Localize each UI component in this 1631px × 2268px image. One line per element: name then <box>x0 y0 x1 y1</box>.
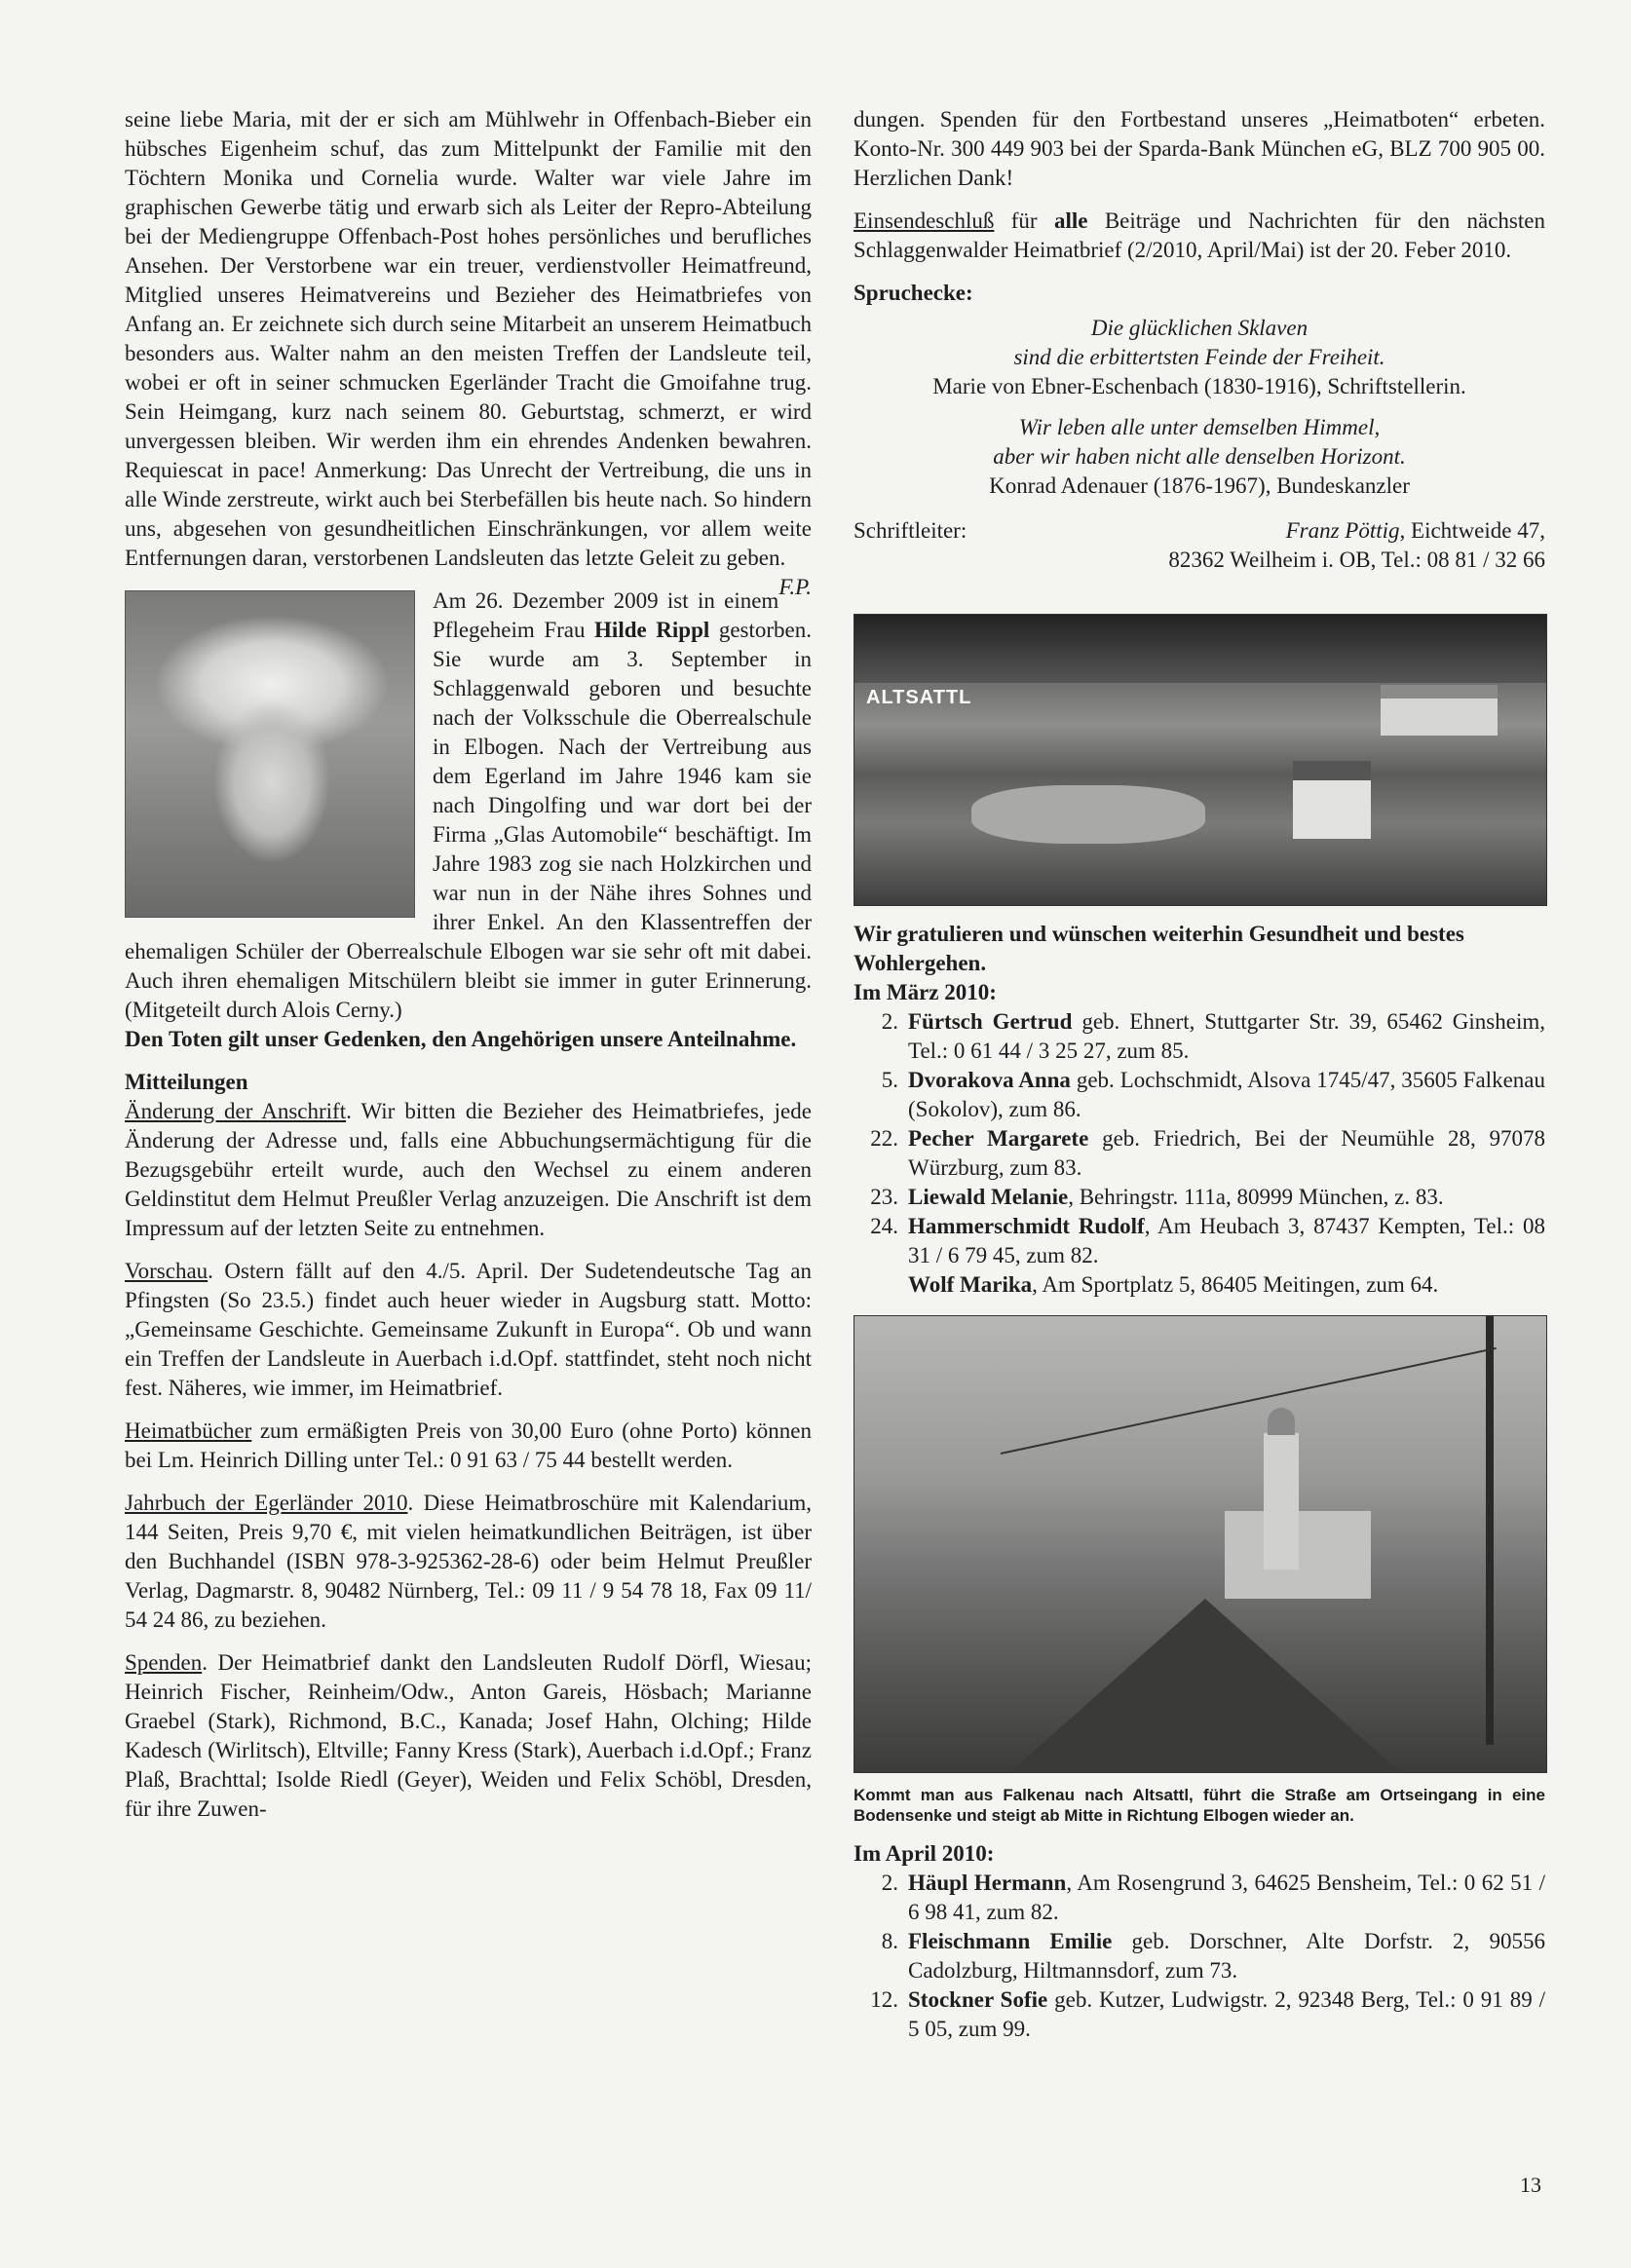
schriftleiter-block: Schriftleiter: Franz Pöttig, Eichtweide 47, 82362 Weilheim i. OB, Tel.: 08 81 / 32 66 <box>853 518 1545 572</box>
april-heading: Im April 2010: <box>853 1841 995 1866</box>
list-item-day: 5. <box>881 1068 898 1092</box>
list-item-day: 2. <box>881 1009 898 1034</box>
para-einsendeschluss: Einsendeschluß für alle Beiträge und Nachrichten für den nächsten Schlaggenwalder Heimatbrief (2/2010, April/Mai) ist der 20. Feber 2010. <box>853 208 1545 262</box>
person-name: Häupl Hermann <box>908 1871 1067 1895</box>
list-item <box>853 1927 1545 1985</box>
list-item-day: 12. <box>870 1987 898 2012</box>
editor-name: Franz Pöttig <box>1285 518 1400 543</box>
list-item <box>853 1270 1545 1300</box>
left-column <box>125 105 812 1824</box>
section-mitteilungen: Mitteilungen <box>125 1070 248 1094</box>
list-item-text: Stockner Sofie geb. Kutzer, Ludwigstr. 2, 92348 Berg, Tel.: 0 91 89 / 5 05, zum 99. <box>908 1987 1546 2041</box>
obituary-hilde-rippl: Am 26. Dezember 2009 ist in einem Pflegeheim Frau Hilde Rippl gestorben. Sie wurde am 3. September in Schlaggenwald geboren und besuchte nach der Volksschule die Oberrealschule in Elbogen. Nach der Vertreibung aus dem Egerland im Jahre 1946 kam sie nach Dingolfing und war dort bei der Firma „Glas Automobile“ beschäftigt. Im Jahre 1983 zog sie nach Holzkirchen und war nun in der Nähe ihres Sohnes und ihrer Enkel. An den Klassentreffen der ehemaligen Schüler der Oberrealschule Elbogen war sie sehr oft mit dabei. Auch ihren ehemaligen Mitschülern bleibt sie immer in guter Erinnerung. (Mitgeteilt durch Alois Cerny.) <box>125 588 812 1022</box>
person-name: Liewald Melanie <box>908 1185 1069 1209</box>
quote-adenauer: Wir leben alle unter demselben Himmel, aber wir haben nicht alle denselben Horizont. Konrad Adenauer (1876-1967), Bundeskanzler <box>989 415 1410 498</box>
signature-fp: F.P. <box>778 575 812 599</box>
para-jahrbuch: Jahrbuch der Egerländer 2010. Diese Heimatbroschüre mit Kalendarium, 144 Seiten, Preis 9,70 €, mit vielen heimatkundlichen Beiträgen, ist über den Buchhandel (ISBN 978-3-925362-28-6) oder beim Helmut Preußler Verlag, Dagmarstr. 8, 90482 Nürnberg, Tel.: 09 11 / 9 54 78 18, Fax 09 11/ 54 24 86, zu beziehen. <box>125 1491 812 1632</box>
list-item-day: 22. <box>870 1126 898 1151</box>
person-name: Dvorakova Anna <box>908 1068 1071 1092</box>
person-name: Hammerschmidt Rudolf <box>908 1214 1145 1238</box>
list-item <box>853 1869 1545 1927</box>
list-item-day: 23. <box>870 1185 898 1209</box>
person-name: Wolf Marika <box>908 1272 1033 1297</box>
birthday-list-april <box>853 1869 1545 2044</box>
page-number: 13 <box>1520 2173 1541 2197</box>
list-item-text: Liewald Melanie, Behringstr. 111a, 80999 München, z. 83. <box>908 1185 1444 1209</box>
list-item-text: Häupl Hermann, Am Rosengrund 3, 64625 Bensheim, Tel.: 0 62 51 / 6 98 41, zum 82. <box>908 1871 1545 1924</box>
birthday-list-march <box>853 1007 1545 1300</box>
photo-altsattl-street <box>853 1315 1547 1773</box>
list-item-text: Fürtsch Gertrud geb. Ehnert, Stuttgarter Str. 39, 65462 Ginsheim, Tel.: 0 61 44 / 3 25 27, zum 85. <box>908 1009 1545 1063</box>
photo-caption: Kommt man aus Falkenau nach Altsattl, führt die Straße am Ortseingang in eine Bodensenke und steigt ab Mitte in Richtung Elbogen wieder an. <box>853 1786 1545 1825</box>
right-column <box>853 105 1545 2044</box>
deceased-name: Hilde Rippl <box>594 618 710 642</box>
list-item-day <box>853 1270 908 1300</box>
list-item-day: 8. <box>881 1929 898 1953</box>
list-item <box>853 1183 1545 1212</box>
list-item <box>853 1212 1545 1270</box>
quote-ebner-eschenbach: Die glücklichen Sklaven sind die erbittertsten Feinde der Freiheit. Marie von Ebner-Eschenbach (1830-1916), Schriftstellerin. <box>932 316 1466 398</box>
section-spruchecke: Spruchecke: <box>853 281 973 305</box>
photo-altsattl-panorama <box>853 614 1547 906</box>
portrait-photo <box>125 590 415 918</box>
maerz-heading: Im März 2010: <box>853 980 997 1004</box>
list-item-day: 2. <box>881 1871 898 1895</box>
condolence-line: Den Toten gilt unser Gedenken, den Angehörigen unsere Anteilnahme. <box>125 1027 797 1051</box>
obituary-walter: seine liebe Maria, mit der er sich am Mühlwehr in Offenbach-Bieber ein hübsches Eigenheim schuf, das zum Mittelpunkt der Familie mit den Töchtern Monika und Cornelia wurde. Walter war viele Jahre im graphischen Gewerbe tätig und erwarb sich als Leiter der Repro-Abteilung bei der Mediengruppe Offenbach-Post hohes persönliches und berufliches Ansehen. Der Verstorbene war ein treuer, verdienstvoller Heimatfreund, Mitglied unseres Heimatvereins und Bezieher des Heimatbriefes von Anfang an. Er zeichnete sich durch seine Mitarbeit an unserem Heimatbuch besonders aus. Walter nahm an den meisten Treffen der Landsleute teil, wobei er oft in seiner schmucken Egerländer Tracht die Gmoifahne trug. Sein Heimgang, kurz nach seinem 80. Geburtstag, schmerzt, er wird unvergessen bleiben. Wir werden ihm ein ehrendes Andenken bewahren. Requiescat in pace! Anmerkung: Das Unrecht der Vertreibung, die uns in alle Winde zerstreute, wirkt auch bei Sterbefällen bis heute nach. So hindern uns, abgesehen von gesundheitlichen Einschränkungen, vor allem weite Entfernungen daran, verstorbenen Landsleuten das letzte Geleit zu geben. F.P. <box>125 105 812 573</box>
congrats-heading: Wir gratulieren und wünschen weiterhin Gesundheit und bestes Wohlergehen. <box>853 922 1464 975</box>
list-item-text: Pecher Margarete geb. Friedrich, Bei der Neumühle 28, 97078 Würzburg, zum 83. <box>908 1126 1545 1180</box>
list-item <box>853 1985 1545 2044</box>
person-name: Stockner Sofie <box>908 1987 1048 2012</box>
person-name: Fürtsch Gertrud <box>908 1009 1073 1034</box>
list-item <box>853 1066 1545 1124</box>
photo-label: ALTSATTL <box>866 687 972 708</box>
list-item-text: Dvorakova Anna geb. Lochschmidt, Alsova 1745/47, 35605 Falkenau (Sokolov), zum 86. <box>908 1068 1545 1121</box>
para-spenden: Spenden. Der Heimatbrief dankt den Landsleuten Rudolf Dörfl, Wiesau; Heinrich Fischer, Reinheim/Odw., Anton Gareis, Hösbach; Marianne Graebel (Stark), Richmond, B.C., Kanada; Josef Hahn, Olching; Hilde Kadesch (Wirlitsch), Eltville; Fanny Kress (Stark), Auerbach i.d.Opf.; Franz Plaß, Brachttal; Isolde Riedl (Geyer), Weiden und Felix Schöbl, Dresden, für ihre Zuwen- <box>125 1650 812 1821</box>
person-name: Fleischmann Emilie <box>908 1929 1113 1953</box>
para-heimatbuecher: Heimatbücher zum ermäßigten Preis von 30,00 Euro (ohne Porto) können bei Lm. Heinrich Dilling unter Tel.: 0 91 63 / 75 44 bestellt werden. <box>125 1418 812 1472</box>
list-item <box>853 1124 1545 1183</box>
list-item-text: Wolf Marika, Am Sportplatz 5, 86405 Meitingen, zum 64. <box>908 1272 1439 1297</box>
para-spenden-cont: dungen. Spenden für den Fortbestand unseres „Heimatboten“ erbeten. Konto-Nr. 300 449 903 bei der Sparda-Bank München eG, BLZ 700 905 00. Herzlichen Dank! <box>853 107 1545 190</box>
para-vorschau: Vorschau. Ostern fällt auf den 4./5. April. Der Sudetendeutsche Tag an Pfingsten (So 23.5.) findet auch heuer wieder in Augsburg statt. Motto: „Gemeinsame Geschichte. Gemeinsame Zukunft in Europa“. Ob und wann ein Treffen der Landsleute in Auerbach i.d.Opf. stattfindet, steht noch nicht fest. Näheres, wie immer, im Heimatbrief. <box>125 1259 812 1400</box>
list-item-day: 24. <box>870 1214 898 1238</box>
person-name: Pecher Margarete <box>908 1126 1089 1151</box>
list-item <box>853 1007 1545 1066</box>
list-item-text: Fleischmann Emilie geb. Dorschner, Alte Dorfstr. 2, 90556 Cadolzburg, Hiltmannsdorf, zum 73. <box>908 1929 1545 1983</box>
list-item-text: Hammerschmidt Rudolf, Am Heubach 3, 87437 Kempten, Tel.: 08 31 / 6 79 45, zum 82. <box>908 1214 1545 1267</box>
para-anschrift: Änderung der Anschrift. Wir bitten die Bezieher des Heimatbriefes, jede Änderung der Adresse und, falls eine Abbuchungsermächtigung für die Bezugsgebühr erteilt wurde, auch den Wechsel zu einem anderen Geldinstitut dem Helmut Preußler Verlag anzuzeigen. Die Anschrift ist dem Impressum auf der letzten Seite zu entnehmen. <box>125 1099 812 1240</box>
